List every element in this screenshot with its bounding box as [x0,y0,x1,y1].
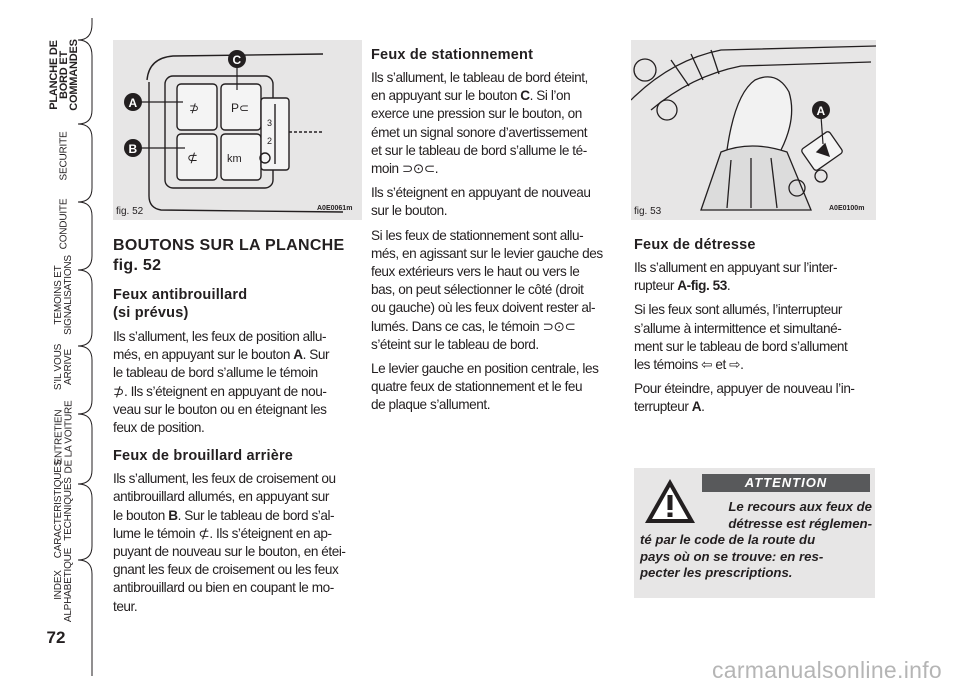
tab-index[interactable] [36,547,92,623]
callout-c: C [232,53,242,67]
tab-label: SECURITE [58,131,69,181]
tab-securite[interactable] [36,124,92,188]
tab-conduite[interactable] [36,192,92,256]
hazard-switch-drawing [631,40,876,220]
heading-hazard-lights: Feux de détresse [634,237,756,253]
warning-text-top: Le recours aux feux de détresse est réglemen- [728,499,872,531]
svg-text:⊄: ⊄ [187,150,198,165]
tab-label: INDEX ALPHABETIQUE [53,547,75,623]
km-button-label: km [227,153,242,165]
chapter-tabs [0,0,100,692]
paragraph-parking-1: Ils s’allument, le tableau de bord éteint, en appuyant sur le bouton C. Si l’on exerce une pression sur le bouton, on émet un signal sonore d’avertissement et sur le tableau de bord s’allume le té- moin ⊃⊙⊂. [371,70,588,177]
paragraph-hazard-2: Si les feux sont allumés, l’interrupteur s’allume à intermittence et simultané- ment sur le tableau de bord s’allument les témoins ⇦ et ⇨. [634,302,848,373]
gear-indicator-label: 2 [267,136,273,146]
watermark: carmanualsonline.info [711,657,942,683]
fig-53-caption: fig. 53 [634,206,662,217]
heading-parking-lights: Feux de stationnement [371,47,534,63]
warning-title: ATTENTION [702,474,870,492]
tab-label: ENTRETIEN DE LA VOITURE [53,400,75,474]
paragraph-hazard-3: Pour éteindre, appuyer de nouveau l’in- terrupteur A. [634,381,855,415]
paragraph-rear-fog: Ils s’allument, les feux de croisement ou antibrouillard allumés, en appuyant sur le bouton B. Sur le tableau de bord s’al- lume le témoin ⊄. Ils s’éteignent en ap- puyant de nouveau sur le bouton, en étei- gnant les feux de croisement ou les feux antibrouillard ou bien en coupant le mo- teur. [113,471,346,614]
fig-52-illustration [113,40,362,220]
tab-caracteristiques[interactable] [36,459,92,559]
column-1 [113,236,353,622]
callout-a: A [816,104,826,118]
tab-sil-vous-arrive[interactable] [36,334,92,400]
warning-triangle-icon [642,476,698,526]
page-number: 72 [46,628,66,647]
tab-planche-de-bord[interactable] [36,30,92,120]
svg-text:⊅: ⊅ [189,101,200,115]
fig-52-code: A0E0061m [317,205,353,212]
gear-indicator-label: 3 [267,118,273,128]
column-2 [371,46,617,421]
heading-fog-lights: Feux antibrouillard (si prévus) [113,287,248,321]
tab-label: CONDUITE [58,198,69,250]
fig-53-illustration [631,40,876,220]
tab-temoins[interactable] [36,255,92,335]
tab-label: CARACTERISTIQUES TECHNIQUES [53,459,75,559]
paragraph-parking-4: Le levier gauche en position centrale, les quatre feux de stationnement et le feu de plaque s’allument. [371,361,599,413]
fig-53-code: A0E0100m [829,205,865,212]
paragraph-parking-3: Si les feux de stationnement sont allu- més, en agissant sur le levier gauche des feux extérieurs vers le haut ou vers le bas, on peut sélectionner le côté (droit ou gauche) où les feux doivent rester al- lumés. Dans ce cas, le témoin ⊃⊙⊂ s’éteint sur le tableau de bord. [371,227,603,352]
heading-rear-fog: Feux de brouillard arrière [113,448,294,465]
column-3 [634,236,876,423]
paragraph-parking-2: Ils s’éteignent en appuyant de nouveau sur le bouton. [371,185,591,219]
section-title: BOUTONS SUR LA PLANCHE fig. 52 [113,237,345,274]
warning-box [634,468,875,598]
paragraph-fog-lights: Ils s’allument, les feux de position allu- més, en appuyant sur le bouton A. Sur le tableau de bord s’allume le témoin ⊅. Ils s’éteignent en appuyant de nou- veau sur le bouton ou en éteignant les feux de position. [113,329,330,436]
fig-52-caption: fig. 52 [116,206,144,217]
svg-text:P⊂: P⊂ [231,101,250,115]
callout-a: A [128,96,138,110]
callout-b: B [128,142,138,156]
tab-label: PLANCHE DE BORD ET COMMANDES [48,39,81,111]
tab-label: S’IL VOUS ARRIVE [53,343,74,391]
tab-label: TEMOINS ET SIGNALISATIONS [53,255,74,335]
fog-light-buttons-drawing [113,40,362,220]
paragraph-hazard-1: Ils s’allument en appuyant sur l’inter- rupteur A-fig. 53. [634,260,838,294]
warning-text-bottom: té par le code de la route du pays où on se trouve: en res- pecter les prescriptions. [640,532,824,580]
